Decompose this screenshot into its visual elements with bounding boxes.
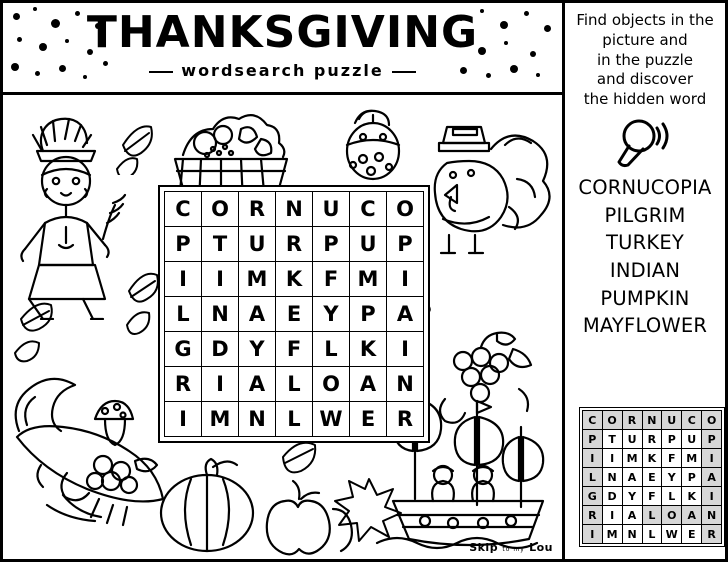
- grid-row: [165, 367, 424, 402]
- grid-cell[interactable]: N: [387, 367, 424, 402]
- grid-cell[interactable]: O: [202, 192, 239, 227]
- answer-key-cell: A: [622, 506, 642, 525]
- grid-cell[interactable]: F: [276, 332, 313, 367]
- answer-key-cell: L: [642, 525, 662, 544]
- answer-key-cell: N: [642, 411, 662, 430]
- illustration-canvas: [3, 95, 559, 556]
- answer-key-cell: A: [682, 506, 702, 525]
- answer-key-cell: M: [682, 449, 702, 468]
- grid-cell[interactable]: C: [165, 192, 202, 227]
- answer-key-cell: N: [622, 525, 642, 544]
- instructions-line-5: the hidden word: [583, 90, 707, 109]
- answer-key-row: [583, 430, 722, 449]
- puzzle-right-panel: [565, 3, 725, 559]
- grid-cell[interactable]: L: [313, 332, 350, 367]
- grid-cell[interactable]: I: [202, 367, 239, 402]
- word-item: PUMPKIN: [600, 286, 690, 310]
- grid-cell[interactable]: K: [276, 262, 313, 297]
- instructions-line-3: in the puzzle: [597, 50, 693, 69]
- apples-illustration: [255, 475, 355, 559]
- answer-key-cell: E: [642, 468, 662, 487]
- grid-cell[interactable]: O: [387, 192, 424, 227]
- answer-key-cell: Y: [622, 487, 642, 506]
- brand-tagline: to my: [502, 546, 525, 553]
- answer-key-cell: M: [602, 525, 622, 544]
- grid-cell[interactable]: R: [387, 402, 424, 437]
- leaves-illustration: [113, 115, 159, 175]
- answer-key-cell: U: [622, 430, 642, 449]
- brand-logo: [469, 541, 553, 554]
- answer-key-row: [583, 487, 722, 506]
- answer-key-cell: N: [702, 506, 722, 525]
- answer-key-cell: O: [702, 411, 722, 430]
- grid-cell[interactable]: R: [276, 227, 313, 262]
- answer-key: [579, 407, 725, 547]
- grid-cell[interactable]: R: [165, 367, 202, 402]
- answer-key-cell: G: [583, 487, 603, 506]
- grid-cell[interactable]: F: [313, 262, 350, 297]
- answer-key-cell: A: [622, 468, 642, 487]
- brand-name: Skip: [469, 541, 499, 554]
- answer-key-cell: D: [602, 487, 622, 506]
- grid-row: [165, 227, 424, 262]
- page-subtitle: [3, 61, 562, 80]
- grid-cell[interactable]: P: [313, 227, 350, 262]
- grid-row: [165, 332, 424, 367]
- answer-key-cell: E: [682, 525, 702, 544]
- grid-cell[interactable]: P: [165, 227, 202, 262]
- magnifier-icon: [613, 116, 677, 170]
- answer-key-cell: L: [642, 506, 662, 525]
- grid-cell[interactable]: U: [239, 227, 276, 262]
- answer-key-cell: I: [602, 506, 622, 525]
- answer-key-cell: I: [602, 449, 622, 468]
- answer-key-cell: A: [702, 468, 722, 487]
- answer-key-table: [582, 410, 722, 544]
- title-dash-right: [392, 71, 416, 73]
- grid-row: [165, 402, 424, 437]
- answer-key-cell: P: [682, 468, 702, 487]
- grid-cell[interactable]: A: [239, 297, 276, 332]
- answer-key-cell: I: [583, 525, 603, 544]
- grid-cell[interactable]: L: [276, 402, 313, 437]
- grid-cell[interactable]: M: [239, 262, 276, 297]
- answer-key-cell: U: [682, 430, 702, 449]
- grid-cell[interactable]: I: [165, 262, 202, 297]
- grid-cell[interactable]: U: [313, 192, 350, 227]
- grid-cell[interactable]: I: [202, 262, 239, 297]
- grid-cell[interactable]: D: [202, 332, 239, 367]
- answer-key-row: [583, 468, 722, 487]
- instructions-line-4: and discover: [596, 70, 694, 89]
- grid-cell[interactable]: L: [165, 297, 202, 332]
- answer-key-cell: R: [702, 525, 722, 544]
- word-list: [569, 174, 721, 340]
- wordsearch-grid[interactable]: [158, 185, 430, 443]
- instructions-block: [569, 11, 721, 110]
- grid-cell[interactable]: N: [276, 192, 313, 227]
- answer-key-row: [583, 506, 722, 525]
- grid-cell[interactable]: M: [202, 402, 239, 437]
- grid-cell[interactable]: W: [313, 402, 350, 437]
- grid-cell[interactable]: R: [239, 192, 276, 227]
- answer-key-cell: W: [662, 525, 682, 544]
- instructions-line-2: picture and: [602, 30, 688, 49]
- pumpkin-illustration: [153, 455, 263, 555]
- instructions-line-1: Find objects in the: [576, 11, 714, 29]
- turkey-illustration: [333, 103, 413, 187]
- grid-cell[interactable]: T: [202, 227, 239, 262]
- answer-key-cell: N: [602, 468, 622, 487]
- word-item: CORNUCOPIA: [578, 175, 712, 199]
- answer-key-cell: K: [682, 487, 702, 506]
- grid-cell[interactable]: A: [387, 297, 424, 332]
- grid-cell[interactable]: M: [350, 262, 387, 297]
- grid-cell[interactable]: G: [165, 332, 202, 367]
- answer-key-cell: R: [642, 430, 662, 449]
- answer-key-cell: R: [622, 411, 642, 430]
- answer-key-cell: C: [583, 411, 603, 430]
- grid-cell[interactable]: I: [387, 262, 424, 297]
- answer-key-cell: U: [662, 411, 682, 430]
- brand-name2: Lou: [529, 541, 553, 554]
- grid-cell[interactable]: K: [350, 332, 387, 367]
- page-title: THANKSGIVING: [86, 7, 479, 58]
- answer-key-cell: R: [583, 506, 603, 525]
- grid-row: [165, 192, 424, 227]
- answer-key-cell: F: [642, 487, 662, 506]
- pilgrim-turkey-illustration: [413, 115, 553, 275]
- title-band: [3, 3, 562, 95]
- answer-key-row: [583, 525, 722, 544]
- grid-cell[interactable]: O: [313, 367, 350, 402]
- grid-cell[interactable]: U: [350, 227, 387, 262]
- grid-cell[interactable]: I: [165, 402, 202, 437]
- answer-key-cell: I: [583, 449, 603, 468]
- answer-key-cell: L: [662, 487, 682, 506]
- answer-key-cell: P: [702, 430, 722, 449]
- grid-row: [165, 262, 424, 297]
- grid-cell[interactable]: P: [350, 297, 387, 332]
- word-item: TURKEY: [606, 231, 684, 255]
- grid-cell[interactable]: E: [350, 402, 387, 437]
- word-item: INDIAN: [609, 259, 681, 283]
- grid-cell[interactable]: Y: [239, 332, 276, 367]
- answer-key-cell: I: [702, 449, 722, 468]
- answer-key-row: [583, 411, 722, 430]
- grid-row: [165, 297, 424, 332]
- answer-key-cell: Y: [662, 468, 682, 487]
- answer-key-cell: P: [583, 430, 603, 449]
- wordsearch-table: [164, 191, 424, 437]
- grid-cell[interactable]: P: [387, 227, 424, 262]
- answer-key-cell: O: [662, 506, 682, 525]
- word-item: PILGRIM: [604, 203, 686, 227]
- grid-cell[interactable]: I: [387, 332, 424, 367]
- grid-cell[interactable]: A: [350, 367, 387, 402]
- word-item: MAYFLOWER: [582, 314, 708, 338]
- answer-key-cell: M: [622, 449, 642, 468]
- grid-cell[interactable]: E: [276, 297, 313, 332]
- answer-key-cell: K: [642, 449, 662, 468]
- answer-key-cell: T: [602, 430, 622, 449]
- title-dash-left: [149, 71, 173, 73]
- grid-cell[interactable]: C: [350, 192, 387, 227]
- grid-cell[interactable]: N: [202, 297, 239, 332]
- grid-cell[interactable]: A: [239, 367, 276, 402]
- mushroom-illustration: [89, 395, 139, 455]
- answer-key-row: [583, 449, 722, 468]
- puzzle-left-panel: [3, 3, 565, 559]
- answer-key-cell: C: [682, 411, 702, 430]
- answer-key-cell: O: [602, 411, 622, 430]
- page-subtitle-text: wordsearch puzzle: [181, 61, 384, 80]
- answer-key-cell: L: [583, 468, 603, 487]
- answer-key-cell: P: [662, 430, 682, 449]
- grid-cell[interactable]: Y: [313, 297, 350, 332]
- answer-key-cell: F: [662, 449, 682, 468]
- grid-cell[interactable]: L: [276, 367, 313, 402]
- answer-key-cell: I: [702, 487, 722, 506]
- grid-cell[interactable]: N: [239, 402, 276, 437]
